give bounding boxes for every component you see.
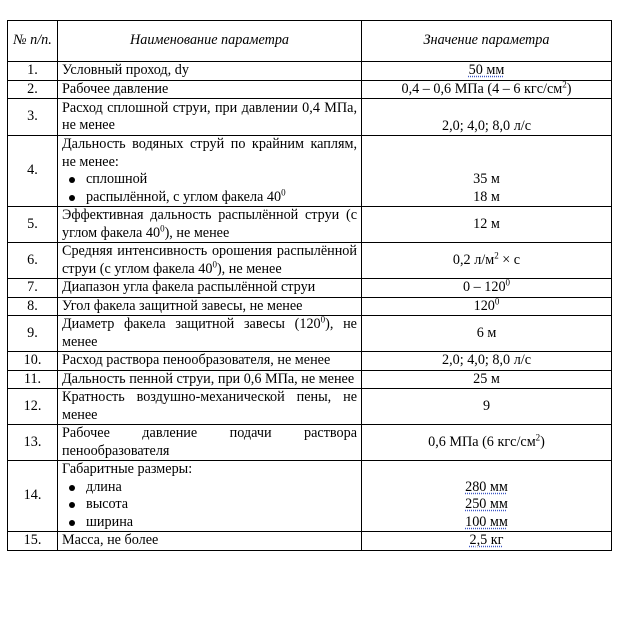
value-text: 50 мм bbox=[468, 62, 505, 78]
table-row bbox=[8, 370, 612, 389]
row-num: 7. bbox=[8, 279, 58, 298]
degree-sup: 0 bbox=[160, 222, 165, 233]
row-name bbox=[58, 316, 362, 352]
list-item-text: высота bbox=[86, 496, 129, 512]
row-name-text: Средняя интенсивность орошения распылённой струи (с углом факела 40 bbox=[62, 243, 357, 277]
row-num: 13. bbox=[8, 425, 58, 461]
degree-sup: 0 bbox=[281, 186, 286, 197]
row-num: 8. bbox=[8, 297, 58, 316]
value-sup: 2 bbox=[562, 78, 567, 89]
row-num: 9. bbox=[8, 316, 58, 352]
value-line bbox=[366, 496, 607, 514]
table-row bbox=[8, 62, 612, 81]
row-name: Диапазон угла факела распылённой струи bbox=[58, 279, 362, 298]
list-item bbox=[62, 171, 357, 189]
row-value: 6 м bbox=[362, 316, 612, 352]
row-name: Расход раствора пенообразователя, не менее bbox=[58, 352, 362, 371]
parameters-table bbox=[7, 20, 612, 551]
row-value: 2,0; 4,0; 8,0 л/с bbox=[362, 99, 612, 136]
value-line: 35 м bbox=[473, 171, 500, 187]
row-name: Кратность воздушно-механической пены, не менее bbox=[58, 389, 362, 425]
row-name-text-end: ), не менее bbox=[62, 316, 357, 350]
value-text: 0 – 120 bbox=[462, 279, 506, 295]
row-name: Масса, не более bbox=[58, 532, 362, 551]
value-line: 18 м bbox=[473, 188, 500, 205]
table-row bbox=[8, 461, 612, 532]
table-row bbox=[8, 389, 612, 425]
row-num: 4. bbox=[8, 136, 58, 207]
table-row bbox=[8, 297, 612, 316]
row-name: Угол факела защитной завесы, не менее bbox=[58, 297, 362, 316]
row-name-text: Дальность водяных струй по крайним каплям, не менее: bbox=[62, 136, 357, 170]
row-name bbox=[58, 136, 362, 207]
table-row bbox=[8, 279, 612, 298]
list-item-text: распылённой, с углом факела 40 bbox=[86, 188, 282, 205]
row-name-text-end: ), не менее bbox=[216, 260, 282, 277]
row-value bbox=[362, 243, 612, 279]
value-text-end: ) bbox=[566, 80, 572, 97]
value-text: 100 мм bbox=[465, 513, 508, 530]
row-value: 12 м bbox=[362, 207, 612, 243]
value-text: 0,4 – 0,6 МПа (4 – 6 кгс/см bbox=[401, 80, 563, 97]
row-value bbox=[362, 425, 612, 461]
row-name: Условный проход, dу bbox=[58, 62, 362, 81]
parameters-sheet bbox=[7, 20, 611, 551]
row-value bbox=[362, 62, 612, 81]
list-item-text: сплошной bbox=[86, 171, 148, 187]
row-value bbox=[362, 136, 612, 207]
row-name: Расход сплошной струи, при давлении 0,4 МПа, не менее bbox=[58, 99, 362, 136]
row-value bbox=[362, 532, 612, 551]
row-name-text: Диаметр факела защитной завесы (120 bbox=[62, 316, 321, 332]
value-text: 0,2 л/м bbox=[452, 251, 495, 268]
value-text: 280 мм bbox=[465, 478, 508, 495]
row-name: Рабочее давление bbox=[58, 80, 362, 99]
row-num: 15. bbox=[8, 532, 58, 551]
value-line bbox=[366, 514, 607, 532]
row-num: 5. bbox=[8, 207, 58, 243]
table-row bbox=[8, 80, 612, 99]
table-row bbox=[8, 352, 612, 371]
list-item bbox=[62, 186, 357, 207]
value-line bbox=[366, 479, 607, 497]
degree-sup: 0 bbox=[212, 258, 217, 269]
table-header-row bbox=[8, 21, 612, 62]
table-row bbox=[8, 316, 612, 352]
row-value bbox=[362, 461, 612, 532]
value-text: 2,5 кг bbox=[469, 532, 504, 548]
degree-sup: 0 bbox=[505, 277, 511, 288]
row-num: 6. bbox=[8, 243, 58, 279]
table-row bbox=[8, 207, 612, 243]
value-text-end: ) bbox=[540, 433, 545, 450]
table-row bbox=[8, 99, 612, 136]
row-num: 10. bbox=[8, 352, 58, 371]
header-value: Значение параметра bbox=[362, 21, 612, 62]
row-num: 12. bbox=[8, 389, 58, 425]
table-row bbox=[8, 532, 612, 551]
row-name: Рабочее давление подачи раствора пенообразователя bbox=[58, 425, 362, 461]
value-sup: 2 bbox=[535, 432, 541, 443]
list-item bbox=[62, 514, 357, 532]
degree-sup: 0 bbox=[320, 314, 326, 325]
value-text-end: × с bbox=[498, 251, 521, 268]
table-row bbox=[8, 136, 612, 207]
degree-sup: 0 bbox=[494, 295, 500, 306]
row-value bbox=[362, 297, 612, 316]
row-name bbox=[58, 461, 362, 532]
list-item bbox=[62, 496, 357, 514]
row-num: 2. bbox=[8, 80, 58, 99]
header-num: № п/п. bbox=[8, 21, 58, 62]
row-value bbox=[362, 279, 612, 298]
list-item-text: ширина bbox=[86, 513, 134, 530]
value-text: 0,6 МПа (6 кгс/см bbox=[428, 433, 536, 450]
row-num: 1. bbox=[8, 62, 58, 81]
value-sup: 2 bbox=[494, 250, 499, 261]
row-value: 25 м bbox=[362, 370, 612, 389]
row-name bbox=[58, 207, 362, 243]
row-name-text-end: ), не менее bbox=[164, 224, 230, 241]
row-value: 9 bbox=[362, 389, 612, 425]
row-num: 11. bbox=[8, 370, 58, 389]
row-num: 3. bbox=[8, 99, 58, 136]
row-name bbox=[58, 243, 362, 279]
row-num: 14. bbox=[8, 461, 58, 532]
list-item-text: длина bbox=[86, 478, 122, 495]
header-name: Наименование параметра bbox=[58, 21, 362, 62]
value-text: 250 мм bbox=[465, 496, 508, 512]
list-item bbox=[62, 479, 357, 497]
value-text: 120 bbox=[473, 297, 495, 314]
row-value bbox=[362, 80, 612, 99]
row-name-text: Габаритные размеры: bbox=[62, 461, 193, 477]
row-name: Дальность пенной струи, при 0,6 МПа, не менее bbox=[58, 370, 362, 389]
table-row bbox=[8, 243, 612, 279]
row-value: 2,0; 4,0; 8,0 л/с bbox=[362, 352, 612, 371]
row-name-text: Эффективная дальность распылённой струи (с углом факела 40 bbox=[62, 207, 357, 241]
table-row bbox=[8, 425, 612, 461]
